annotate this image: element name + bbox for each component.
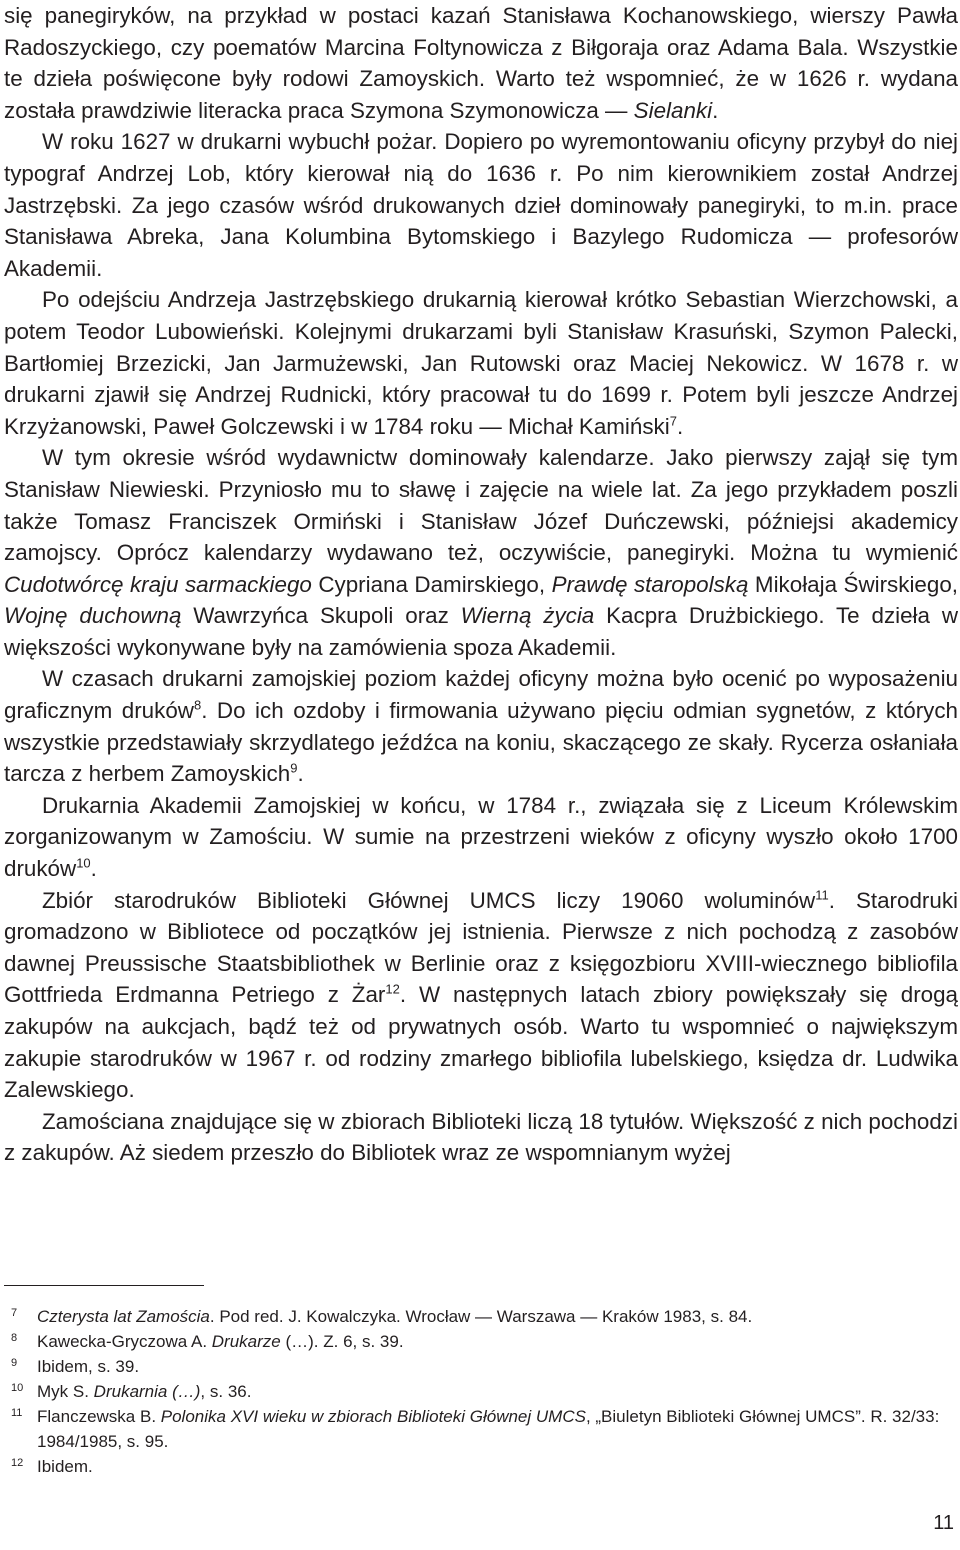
- footnote-10: 10 Myk S. Drukarnia (…), s. 36.: [4, 1379, 958, 1404]
- work-title: Sielanki: [633, 97, 713, 123]
- footnote-number: 11: [11, 1407, 23, 1419]
- footnote-number: 7: [11, 1307, 18, 1319]
- page-number: 11: [933, 1512, 954, 1534]
- footnote-ref: 7: [669, 413, 677, 429]
- work-title: Cudotwórcę kraju sarmackiego: [4, 571, 312, 597]
- footnotes: [4, 1304, 958, 1479]
- paragraph-8: Zamościana znajdujące się w zbiorach Biblioteki liczą 18 tytułów. Większość z nich pochodzi z zakupów. Aż siedem przeszło do Bibliotek wraz ze wspomnianym wyżej: [4, 1108, 958, 1166]
- footnote-number: 8: [11, 1332, 18, 1344]
- footnote-separator: [4, 1285, 204, 1286]
- footnote-12: 12 Ibidem.: [4, 1454, 958, 1479]
- footnote-number: 9: [11, 1357, 18, 1369]
- footnote-11: 11 Flanczewska B. Polonika XVI wieku w zbiorach Biblioteki Głównej UMCS, „Biuletyn Biblioteki Głównej UMCS”. R. 32/33: 1984/1985, s. 95.: [4, 1404, 958, 1454]
- work-title: Prawdę staropolską: [551, 571, 749, 597]
- paragraph-4: W tym okresie wśród wydawnictw dominowały kalendarze. Jako pierwszy zajął się tym Stanisław Niewieski. Przyniosło mu to sławę i zajęcie na wiele lat. Za jego przykładem poszli także Tomasz Franciszek Ormiński i Stanisław Józef Duńczewski, późniejsi akademicy zamojscy. Oprócz kalendarzy wydawano też, oczywiście, panegiryki. Można tu wymienić Cudotwórcę kraju sarmackiego Cypriana Damirskiego, Prawdę staropolską Mikołaja Świrskiego, Wojnę duchowną Wawrzyńca Skupoli oraz Wierną życia Kacpra Drużbickiego. Te dzieła w większości wykonywane były na zamówienia spoza Akademii.: [4, 445, 959, 660]
- paragraph-5: W czasach drukarni zamojskiej poziom każdej oficyny można było ocenić po wyposażeniu graficznym druków$^8$. Do ich ozdoby i firmowania używano pięciu odmian sygnetów, z których wszystkie przedstawiały skrzydlatego jeźdźca na koniu, skaczącego ze skały. Rycerza osłaniała tarcza z herbem Zamoyskich$^9$.: [4, 666, 959, 787]
- footnote-ref: 8: [193, 697, 202, 713]
- paragraph-2: W roku 1627 w drukarni wybuchł pożar. Dopiero po wyremontowaniu oficyny przybył do niej typograf Andrzej Lob, który kierował nią do 1636 r. Po nim kierownikiem został Andrzej Jastrzębski. Za jego czasów wśród drukowanych dzieł dominowały panegiryki, to m.in. prace Stanisława Abreka, Jana Kolumbina Bytomskiego i Bazylego Rudomicza — profesorów Akademii.: [4, 129, 958, 281]
- footnote-number: 10: [11, 1382, 24, 1394]
- footnote-9: 9 Ibidem, s. 39.: [4, 1354, 958, 1379]
- footnote-ref: 10: [76, 855, 91, 871]
- footnote-ref: 9: [290, 760, 298, 776]
- footnote-number: 12: [11, 1457, 24, 1469]
- footnote-8: 8 Kawecka-Gryczowa A. Drukarze (…). Z. 6, s. 39.: [4, 1329, 958, 1354]
- footnote-7: 7 Czterysta lat Zamościa. Pod red. J. Kowalczyka. Wrocław — Warszawa — Kraków 1983, s. 84.: [4, 1304, 958, 1329]
- main-text: [4, 0, 958, 1169]
- paragraph-3: Po odejściu Andrzeja Jastrzębskiego drukarnią kierował krótko Sebastian Wierzchowski, a potem Teodor Lubowieński. Kolejnymi drukarzami byli Stanisław Krasuński, Szymon Palecki, Bartłomiej Brzezicki, Jan Jarmużewski, Jan Rutowski oraz Maciej Nekowicz. W 1678 r. w drukarni zjawił się Andrzej Rudnicki, który pracował tu do 1699 r. Potem byli jeszcze Andrzej Krzyżanowski, Paweł Golczewski i w 1784 roku — Michał Kamiński$^7$.: [4, 287, 958, 439]
- paragraph-1: się panegiryków, na przykład w postaci kazań Stanisława Kochanowskiego, wierszy Pawła Radoszyckiego, czy poematów Marcina Foltynowicza z Biłgoraja oraz Adama Bala. Wszystkie te dzieła poświęcone były rodowi Zamoyskich. Warto też wspomnieć, że w 1626 r. wydana została prawdziwie literacka praca Szymona Szymonowicza — Sielanki.: [4, 3, 958, 123]
- footnote-ref: 11: [815, 887, 829, 903]
- footnote-ref: 12: [385, 981, 400, 997]
- paragraph-7: Zbiór starodruków Biblioteki Głównej UMCS liczy 19060 woluminów$^{11}$. Starodruki gromadzono w Bibliotece od początków jej istnienia. Pierwsze z nich pochodzą z zasobów dawnej Preussische Staatsbibliothek w Berlinie oraz z księgozbioru XVIII-wiecznego bibliofila Gottfrieda Erdmanna Petriego z Żar$^{12}$. W następnych latach zbiory powiększały się drogą zakupów na aukcjach, bądź też od prywatnych osób. Warto tu wspomnieć o największym zakupie starodruków w 1967 r. od rodziny zmarłego bibliofila lubelskiego, księdza dr. Ludwika Zalewskiego.: [4, 887, 959, 1103]
- work-title: Wierną życia: [460, 603, 595, 629]
- paragraph-6: Drukarnia Akademii Zamojskiej w końcu, w 1784 r., związała się z Liceum Królewskim zorganizowanym w Zamościu. W sumie na przestrzeni wieków z oficyny wyszło około 1700 druków$^{10}$.: [4, 792, 958, 882]
- work-title: Wojnę duchowną: [4, 603, 182, 629]
